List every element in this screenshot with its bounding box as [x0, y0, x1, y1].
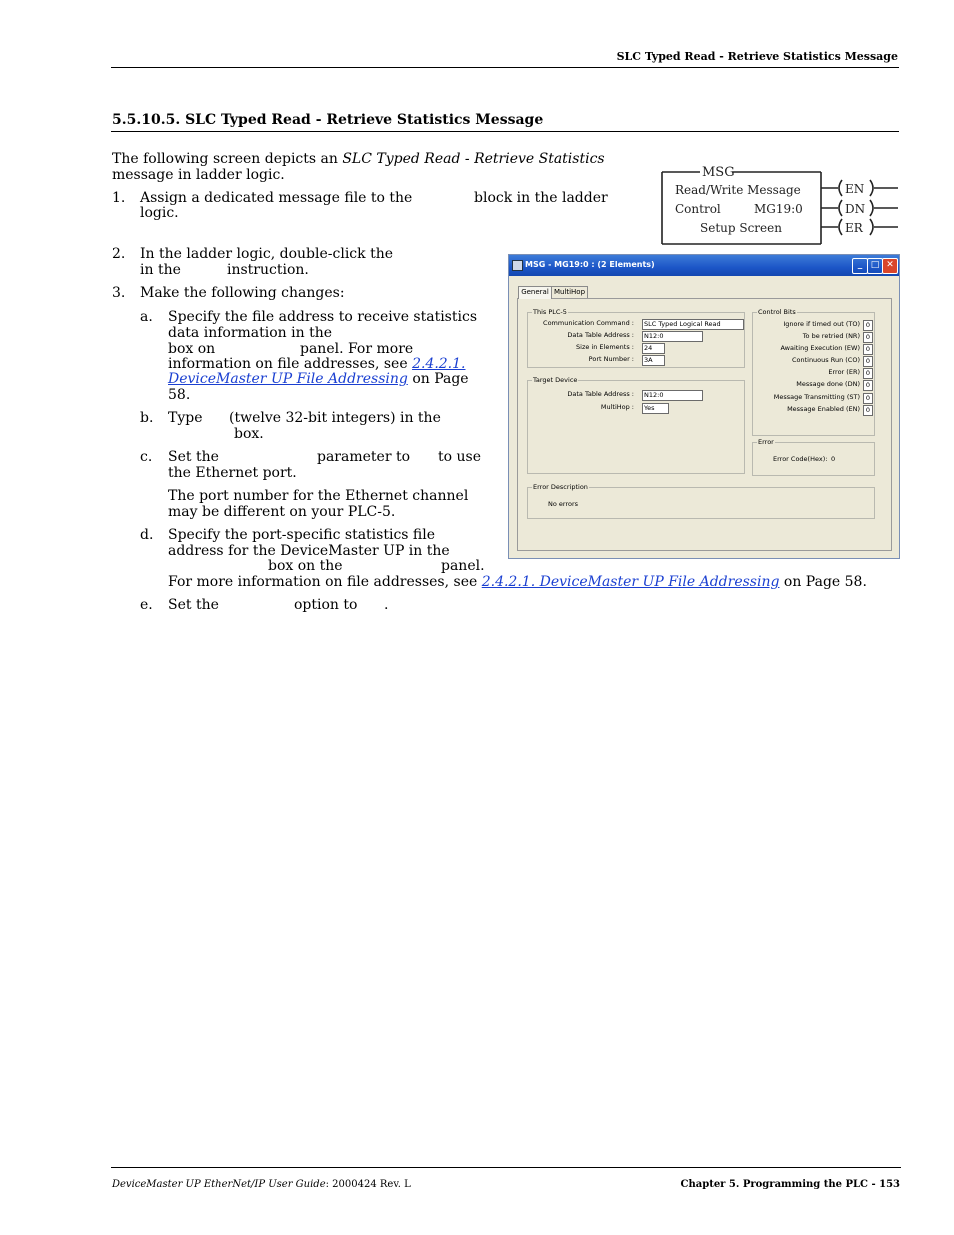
step-1-text: Assign a dedicated message file to the [140, 190, 413, 206]
step-3-number: 3. [112, 285, 126, 301]
file-addressing-link-d[interactable]: 2.4.2.1. DeviceMaster UP File Addressing [481, 574, 780, 590]
intro-emphasis: SLC Typed Read - Retrieve Statistics [342, 151, 605, 167]
close-button[interactable]: ✕ [882, 258, 898, 274]
substep-a-line-6: 58. [168, 387, 191, 403]
substep-e-letter: e. [140, 597, 153, 613]
substep-a-page: on Page [412, 371, 469, 387]
target-device-group [527, 376, 745, 474]
control-bit-nr-label: To be retried (NR) [802, 332, 860, 340]
substep-c-line-1c: to use [438, 449, 481, 465]
substep-d-letter: d. [140, 527, 154, 543]
substep-a-letter: a. [140, 309, 153, 325]
port-number-input[interactable]: 3A [642, 355, 665, 366]
footer-rule [111, 1167, 901, 1168]
step-2-text-b: in the [140, 262, 181, 278]
step-1-number: 1. [112, 190, 126, 206]
control-bit-en-value[interactable]: 0 [863, 405, 873, 416]
substep-c-line-1a: Set the [168, 449, 219, 465]
multihop-select[interactable]: Yes [642, 403, 669, 414]
ladder-line-3: Setup Screen [700, 221, 782, 235]
step-2-number: 2. [112, 246, 126, 262]
data-table-address-input[interactable]: N12:0 [642, 331, 703, 342]
ladder-output-dn: DN [845, 202, 866, 216]
footer-left [112, 1179, 411, 1190]
control-bit-dn-value[interactable]: 0 [863, 380, 873, 391]
substep-a-line-3b: panel. For more [300, 341, 414, 357]
control-bit-ew-label: Awaiting Execution (EW) [780, 344, 860, 352]
msg-dialog [508, 254, 900, 559]
error-description-group [527, 483, 875, 519]
substep-d-line-3b: panel. [441, 558, 485, 574]
substep-a-line-3a: box on [168, 341, 216, 357]
substep-b-line-1b: (twelve 32-bit integers) in the [229, 410, 441, 426]
ladder-output-er: ER [845, 221, 863, 235]
step-3-text: Make the following changes: [140, 285, 345, 301]
ladder-output-en: EN [845, 182, 865, 196]
step-2-text-c: instruction. [227, 262, 309, 278]
section-rule [111, 131, 899, 132]
substep-c-line-3: The port number for the Ethernet channel [168, 488, 469, 504]
error-group [752, 438, 875, 476]
control-bit-to-value[interactable]: 0 [863, 320, 873, 331]
tab-multihop[interactable]: MultiHop [551, 286, 588, 299]
control-bits-title: Control Bits [758, 308, 796, 316]
error-title: Error [758, 438, 774, 446]
control-bit-ew-value[interactable]: 0 [863, 344, 873, 355]
error-description-title: Error Description [533, 483, 588, 491]
substep-d-line-2: address for the DeviceMaster UP in the [168, 543, 450, 559]
step-1-text-c: logic. [140, 205, 179, 221]
minimize-button[interactable]: _ [852, 258, 868, 274]
multihop-label: MultiHop : [600, 403, 634, 411]
tab-general[interactable]: General [518, 286, 552, 299]
substep-d-line-4 [168, 575, 867, 591]
control-bit-nr-value[interactable]: 0 [863, 332, 873, 343]
control-bit-st-value[interactable]: 0 [863, 393, 873, 404]
general-panel [517, 298, 892, 551]
step-1-text-b: block in the ladder [474, 190, 608, 206]
footer-guide-title: DeviceMaster UP EtherNet/IP User Guide [112, 1179, 326, 1190]
target-device-title: Target Device [533, 376, 578, 384]
control-bit-en-label: Message Enabled (EN) [787, 405, 860, 413]
substep-b-letter: b. [140, 410, 154, 426]
control-bit-co-label: Continuous Run (CO) [791, 356, 860, 364]
footer-right: Chapter 5. Programming the PLC - 153 [680, 1179, 900, 1190]
control-bit-st-label: Message Transmitting (ST) [773, 393, 860, 401]
substep-d-page: on Page 58. [783, 574, 867, 590]
msg-ladder-block [638, 160, 900, 248]
intro-text-2: message in ladder logic. [112, 166, 285, 183]
port-number-label: Port Number : [588, 355, 634, 363]
substep-e-line-1b: option to [294, 597, 358, 613]
target-address-label: Data Table Address : [567, 390, 634, 398]
header-rule [111, 67, 899, 68]
file-addressing-link-a2[interactable]: DeviceMaster UP File Addressing [168, 371, 408, 387]
step-2-text: In the ladder logic, double-click the [140, 246, 393, 262]
size-elements-input[interactable]: 24 [642, 343, 665, 354]
ladder-line-1: Read/Write Message [675, 183, 801, 197]
control-bit-to-label: Ignore if timed out (TO) [783, 320, 860, 328]
error-code-label: Error Code(Hex): [773, 455, 828, 463]
substep-d-line-3a: box on the [268, 558, 343, 574]
footer-revision: : 2000424 Rev. L [325, 1179, 411, 1190]
dialog-title: MSG - MG19:0 : (2 Elements) [525, 260, 655, 269]
file-addressing-link-a1[interactable]: 2.4.2.1. [412, 356, 466, 372]
substep-c-line-4: may be different on your PLC-5. [168, 504, 396, 520]
this-plc-title: This PLC-5 [533, 308, 567, 316]
maximize-button[interactable]: □ [867, 258, 883, 274]
ladder-title: MSG [702, 165, 735, 180]
substep-d-text: For more information on file addresses, see [168, 574, 478, 590]
control-bit-co-value[interactable]: 0 [863, 356, 873, 367]
control-bit-dn-label: Message done (DN) [796, 380, 860, 388]
window-icon [512, 260, 523, 271]
substep-a-text: information on file addresses, see [168, 356, 408, 372]
substep-d-line-1: Specify the port-specific statistics file [168, 527, 436, 543]
comm-command-select[interactable]: SLC Typed Logical Read [642, 319, 744, 330]
comm-command-label: Communication Command : [543, 319, 634, 327]
size-elements-label: Size in Elements : [576, 343, 634, 351]
substep-e-line-1c: . [384, 597, 389, 613]
data-table-address-label: Data Table Address : [567, 331, 634, 339]
ladder-control-value: MG19:0 [754, 202, 803, 216]
substep-a-line-1: Specify the file address to receive statistics [168, 309, 477, 325]
ladder-control-label: Control [675, 202, 721, 216]
error-description-value: No errors [548, 500, 579, 508]
control-bits-group [752, 308, 875, 436]
substep-b-line-1a: Type [168, 410, 203, 426]
substep-e-line-1a: Set the [168, 597, 219, 613]
control-bit-er-value[interactable]: 0 [863, 368, 873, 379]
substep-c-line-2: the Ethernet port. [168, 465, 297, 481]
running-header: SLC Typed Read - Retrieve Statistics Message [616, 50, 898, 63]
section-title: 5.5.10.5. SLC Typed Read - Retrieve Statistics Message [112, 112, 544, 128]
intro-text: The following screen depicts an [112, 151, 343, 167]
control-bit-er-label: Error (ER) [828, 368, 860, 376]
dialog-titlebar[interactable] [509, 255, 899, 276]
substep-c-line-1b: parameter to [317, 449, 411, 465]
substep-c-letter: c. [140, 449, 153, 465]
target-address-input[interactable]: N12:0 [642, 390, 703, 401]
substep-b-line-2: box. [234, 426, 264, 442]
substep-a-line-2: data information in the [168, 325, 333, 341]
intro-paragraph [112, 152, 622, 183]
this-plc-group [527, 308, 745, 368]
error-code-value: 0 [831, 455, 836, 463]
substep-a-line-5 [168, 372, 469, 388]
